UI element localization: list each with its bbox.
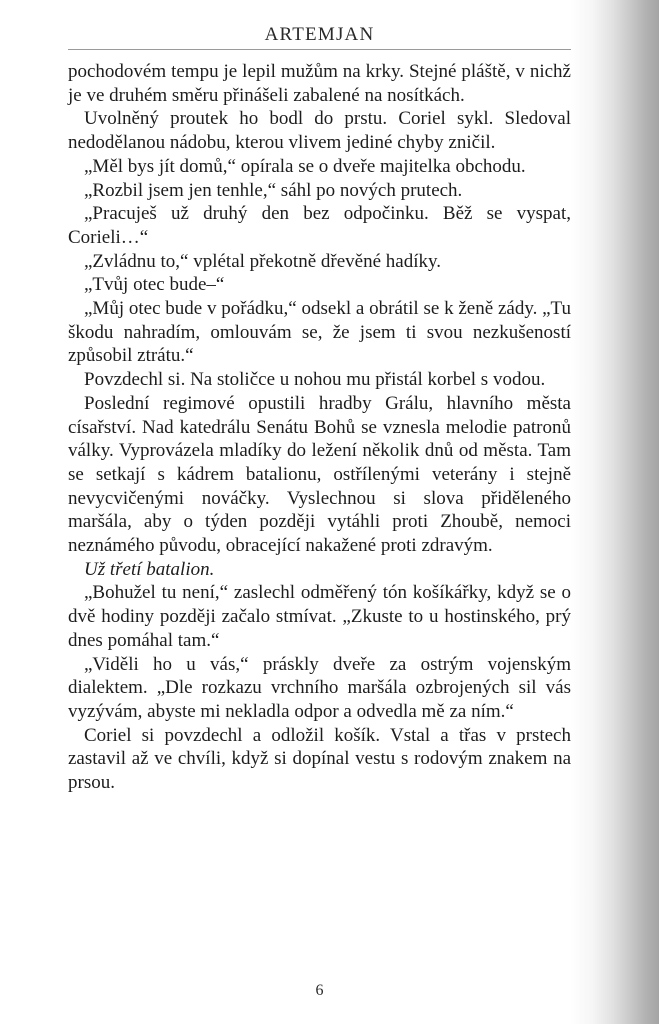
paragraph: Poslední regimové opustili hradby Grálu, hlavního města císařství. Nad katedrálu Senátu Bohů se vznesla melodie patronů války. Vyprovázela mladíky do ležení několik dnů od města. Tam se setkají s kádrem batalionu, ostřílenými veterány i stejně nevycvičenými nováčky. Vyslechnou si slova přiděleného maršála, aby o týden později vytáhli proti Zhoubě, nemoci neznámého původu, obracející nakažené proti zdravým. xyxy=(68,392,571,557)
header-rule xyxy=(68,49,571,50)
paragraph: Uvolněný proutek ho bodl do prstu. Coriel sykl. Sledoval nedodělanou nádobu, kterou vlivem jediné chyby zničil. xyxy=(68,108,571,154)
running-header: ARTEMJAN xyxy=(264,24,375,45)
page-number: 6 xyxy=(315,982,324,999)
paragraph: „Zvládnu to,“ vplétal překotně dřevěné hadíky. xyxy=(84,250,441,272)
paragraph: „Pracuješ už druhý den bez odpočinku. Běž se vyspat, Corieli…“ xyxy=(68,203,571,248)
paragraph: Coriel si povzdechl a odložil košík. Vstal a třas v prstech zastavil až ve chvíli, když si dopínal vestu s rodovým znakem na prsou. xyxy=(68,724,571,794)
paragraph: „Tvůj otec bude–“ xyxy=(84,274,225,296)
paragraph: Povzdechl si. Na stoličce u nohou mu přistál korbel s vodou. xyxy=(84,369,546,391)
paragraph: „Rozbil jsem jen tenhle,“ sáhl po nových prutech. xyxy=(84,179,463,201)
paragraph: „Viděli ho u vás,“ práskly dveře za ostrým vojenským dialektem. „Dle rozkazu vrchního maršála ozbrojených sil vás vyzývám, abyste mi nekladla odpor a odvedla mě za ním.“ xyxy=(68,653,571,722)
paragraph: „Měl bys jít domů,“ opírala se o dveře majitelka obchodu. xyxy=(84,155,526,177)
paragraph: pochodovém tempu je lepil mužům na krky. Stejné pláště, v nichž je ve druhém směru přinášeli zabalené na nosítkách. xyxy=(68,61,571,106)
paragraph-italic: Už třetí batalion. xyxy=(84,558,215,580)
paragraph: „Bohužel tu není,“ zaslechl odměřený tón košíkářky, když se o dvě hodiny později začalo stmívat. „Zkuste to u hostinského, prý dnes pomáhal tam.“ xyxy=(68,582,571,651)
paragraph: „Můj otec bude v pořádku,“ odsekl a obrátil se k ženě zády. „Tu škodu nahradím, omlouvám se, že jsem ti svou nezkušeností způsobil ztrátu.“ xyxy=(68,298,571,367)
body-text xyxy=(68,60,571,795)
